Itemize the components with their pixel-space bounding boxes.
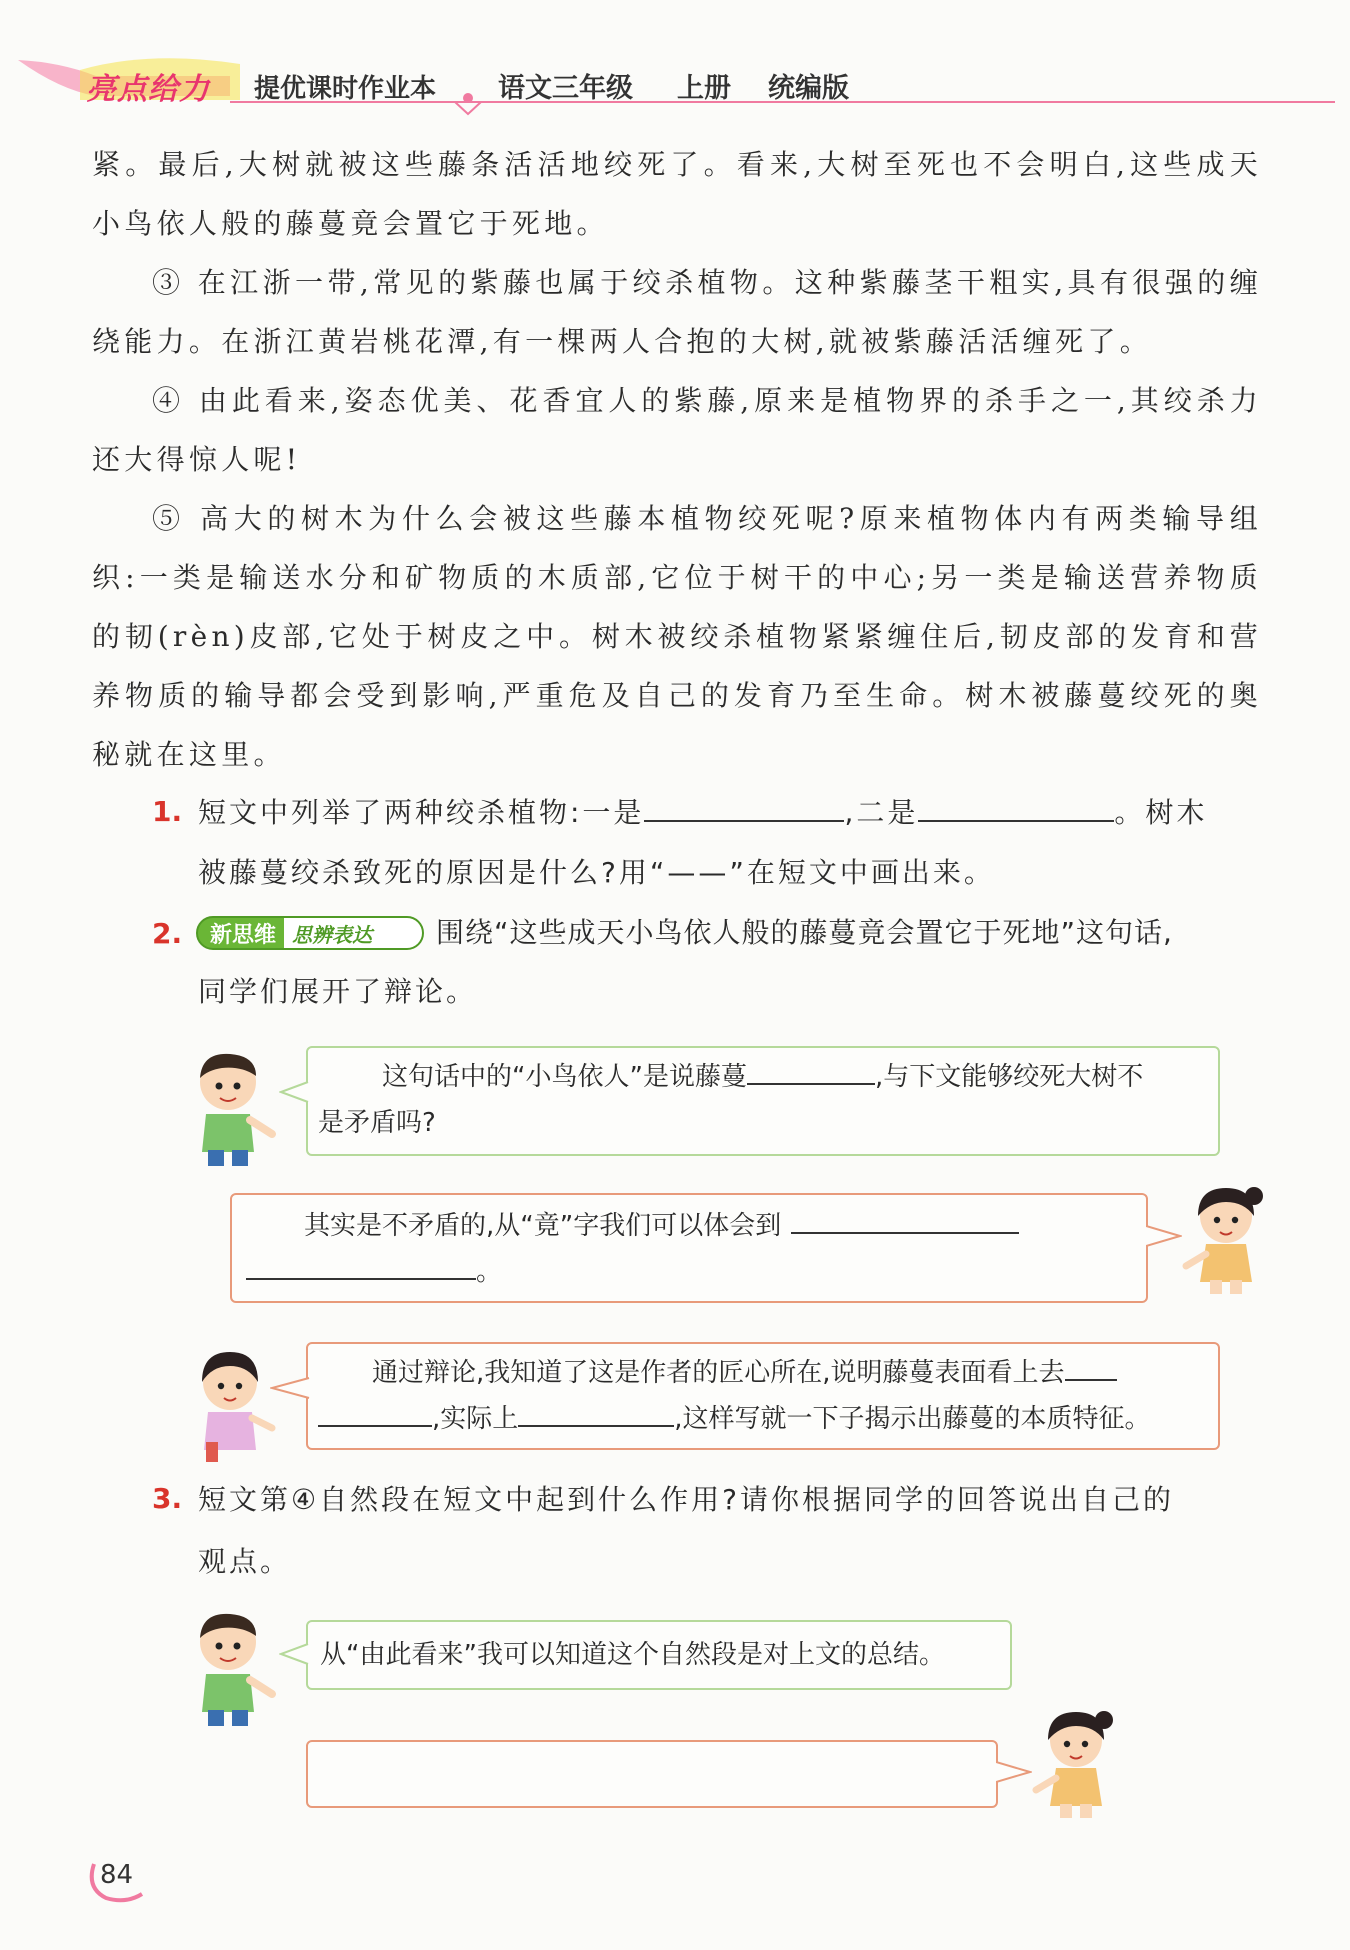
question-1-part3: 。树木 (1114, 796, 1208, 829)
passage-paragraph-5: ⑤ 高大的树木为什么会被这些藤本植物绞死呢?原来植物体内有两类输导组织:一类是输送水分和矿物质的木质部,它位于树干的中心;另一类是输送营养物质的韧(rèn)皮部,它处于树皮之中。树木被绞杀植物紧紧缠住后,韧皮部的发育和营养物质的输导都会受到影响,严重危及自己的发育乃至生命。树木被藤蔓绞死的奥秘就在这里。 (92, 502, 1262, 771)
badge-sub-label: 思辨表达 (284, 918, 422, 948)
bubble-1-tail (279, 1078, 309, 1108)
page-header (0, 0, 1350, 120)
answer-bubble-empty[interactable] (306, 1740, 998, 1808)
bubble-3-text-c: ,这样写就一下子揭示出藤蔓的本质特征。 (674, 1404, 1151, 1434)
bubble-3-tail (270, 1374, 310, 1404)
question-1-number: 1. (152, 795, 183, 828)
badge-main-label: 新思维 (210, 922, 277, 948)
speech-bubble-1 (306, 1046, 1220, 1156)
question-3-number: 3. (152, 1482, 183, 1515)
question-1-part1: 短文中列举了两种绞杀植物:一是 (198, 796, 645, 829)
bubble-4-tail (279, 1640, 309, 1670)
answer-blank-plant-1[interactable] (644, 790, 844, 822)
boy-avatar (192, 1048, 282, 1170)
page-number: 84 (100, 1860, 134, 1890)
bubble-2-tail (1146, 1222, 1182, 1252)
boy-avatar-2 (192, 1608, 282, 1730)
girl-avatar-3 (1030, 1706, 1122, 1822)
passage-paragraph-3: ③ 在江浙一带,常见的紫藤也属于绞杀植物。这种紫藤茎干粗实,具有很强的缠绕能力。在浙江黄岩桃花潭,有一棵两人合抱的大树,就被紫藤活活缠死了。 (92, 266, 1262, 358)
answer-blank-bubble-3b[interactable] (318, 1399, 432, 1427)
subject-label: 语文三年级 (498, 73, 633, 104)
speech-bubble-4 (306, 1620, 1012, 1690)
new-thinking-badge (196, 916, 424, 950)
answer-blank-bubble-2b[interactable] (246, 1252, 476, 1280)
answer-blank-bubble-1[interactable] (747, 1057, 875, 1085)
bubble-2-text-b: 。 (476, 1257, 503, 1287)
question-1-line2: 被藤蔓绞杀致死的原因是什么?用“——”在短文中画出来。 (198, 856, 995, 889)
question-1-text (198, 783, 1268, 903)
question-1-part2: ,二是 (844, 796, 919, 829)
bubble-4-text: 从“由此看来”我可以知道这个自然段是对上文的总结。 (320, 1640, 945, 1670)
brand-logo-text: 亮点给力 (86, 72, 210, 107)
answer-blank-bubble-3a[interactable] (1065, 1353, 1117, 1381)
answer-blank-plant-2[interactable] (918, 790, 1114, 822)
answer-blank-bubble-3c[interactable] (518, 1399, 674, 1427)
question-3-line2: 观点。 (198, 1545, 292, 1578)
question-2-line2: 同学们展开了辩论。 (198, 975, 478, 1008)
bubble-2-text-a: 其实是不矛盾的,从“竟”字我们可以体会到 (304, 1211, 782, 1241)
bubble-5-tail (996, 1758, 1032, 1788)
speech-bubble-2 (230, 1193, 1148, 1303)
answer-blank-bubble-2a[interactable] (791, 1206, 1019, 1234)
question-3-line1: 短文第④自然段在短文中起到什么作用?请你根据同学的回答说出自己的 (198, 1483, 1174, 1516)
volume-label: 上册 (677, 73, 731, 104)
speech-bubble-3 (306, 1342, 1220, 1450)
passage-paragraph-continued: 紧。最后,大树就被这些藤条活活地绞死了。看来,大树至死也不会明白,这些成天小鸟依人般的藤蔓竟会置它于死地。 (92, 148, 1262, 240)
edition-label: 统编版 (768, 73, 849, 104)
bubble-1-text-a: 这句话中的“小鸟依人”是说藤蔓 (382, 1062, 747, 1092)
girl-avatar (1180, 1182, 1272, 1298)
bubble-1-text-b: ,与下文能够绞死大树不 (874, 1062, 1144, 1092)
passage-paragraph-4: ④ 由此看来,姿态优美、花香宜人的紫藤,原来是植物界的杀手之一,其绞杀力还大得惊人呢! (92, 384, 1262, 476)
bubble-3-text-a: 通过辩论,我知道了这是作者的匠心所在,说明藤蔓表面看上去 (372, 1358, 1065, 1388)
question-2-line1: 围绕“这些成天小鸟依人般的藤蔓竟会置它于死地”这句话, (436, 916, 1173, 949)
question-2-number: 2. (152, 917, 183, 950)
book-subtitle: 提优课时作业本 (254, 74, 437, 104)
girl-avatar-2 (192, 1346, 282, 1468)
bubble-1-text-c: 是矛盾吗? (318, 1108, 436, 1138)
bubble-3-text-b: ,实际上 (432, 1404, 519, 1434)
